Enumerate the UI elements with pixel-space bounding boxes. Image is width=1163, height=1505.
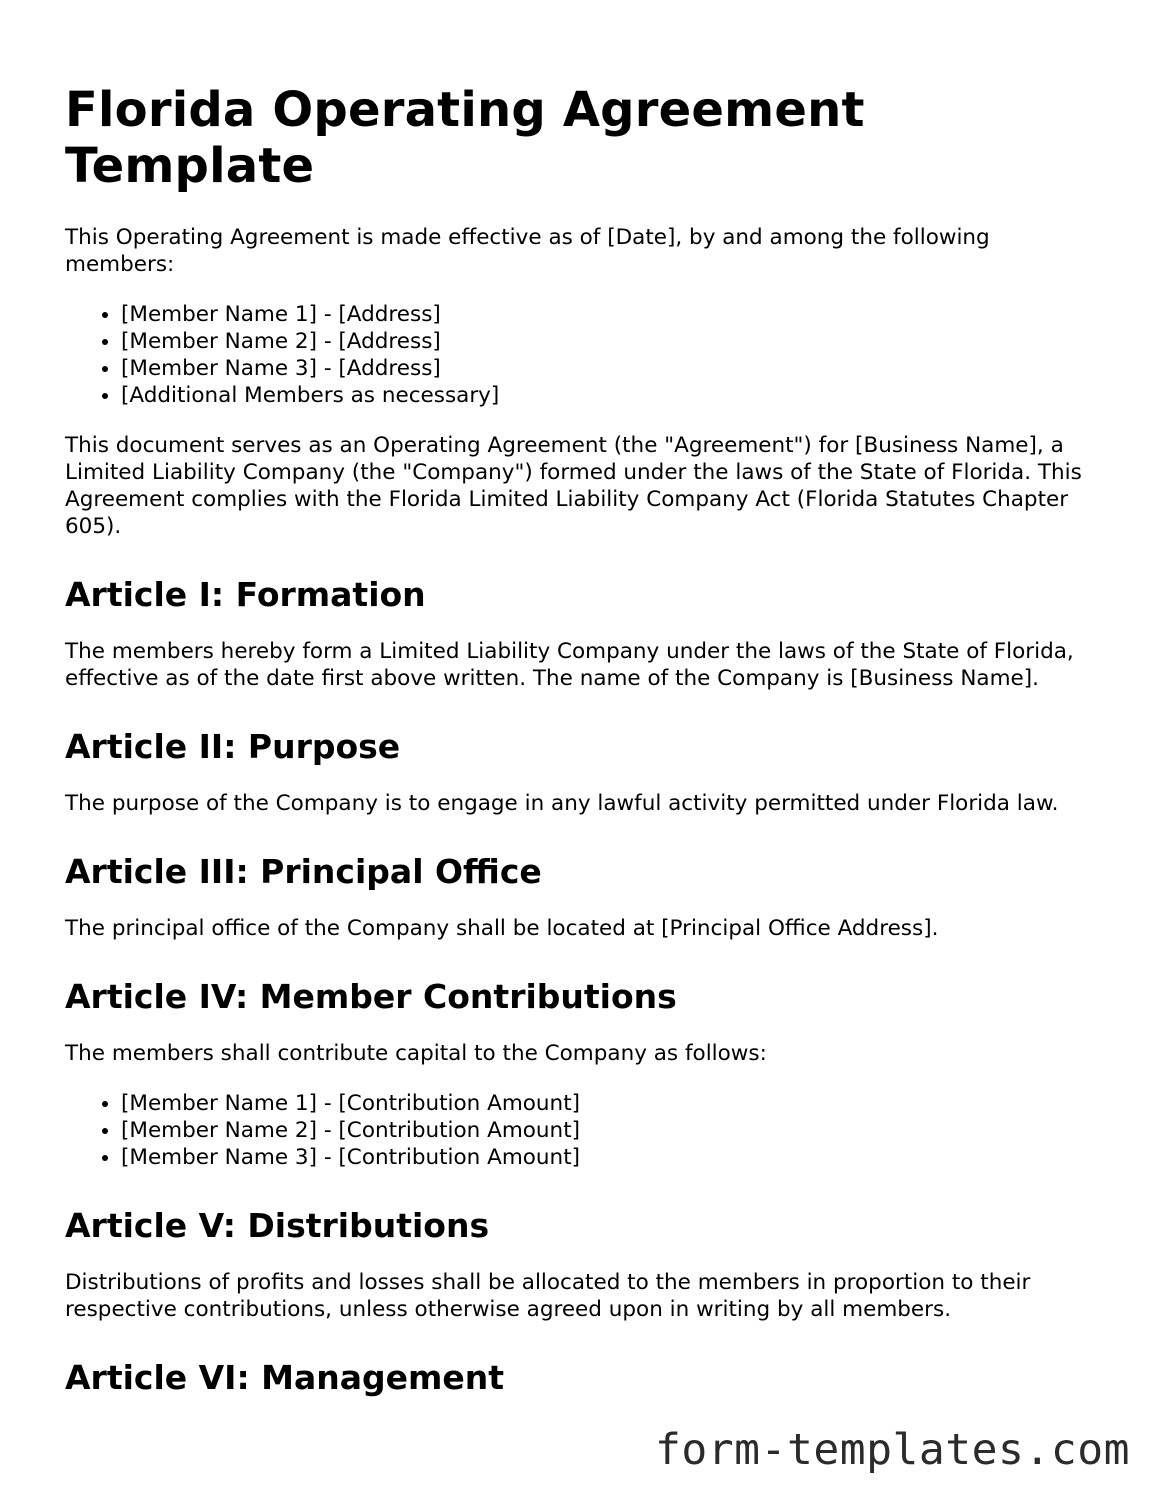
article-1-heading: Article I: Formation bbox=[65, 575, 426, 614]
article-2-heading: Article II: Purpose bbox=[65, 727, 401, 766]
article-4-text: The members shall contribute capital to the Company as follows: bbox=[65, 1041, 767, 1066]
article-5-text: Distributions of profits and losses shall be allocated to the members in proportion to their respective contributions, unless otherwise agreed upon in writing by all members. bbox=[65, 1270, 1031, 1322]
list-item: • [Member Name 2] - [Address] bbox=[121, 328, 1105, 355]
article-1-text: The members hereby form a Limited Liability Company under the laws of the State of Florida, effective as of the date first above written. The name of the Company is [Business Name]. bbox=[65, 639, 1074, 691]
watermark: form-templates.com bbox=[655, 1425, 1130, 1475]
list-item: • [Additional Members as necessary] bbox=[121, 382, 1105, 409]
article-6-heading: Article VI: Management bbox=[65, 1358, 505, 1397]
article-5-heading: Article V: Distributions bbox=[65, 1206, 490, 1245]
article-3-text: The principal office of the Company shall be located at [Principal Office Address]. bbox=[65, 916, 939, 941]
members-list bbox=[65, 301, 1105, 409]
intro-effective-paragraph: This Operating Agreement is made effective as of [Date], by and among the following members: bbox=[65, 225, 990, 277]
list-item: • [Member Name 1] - [Address] bbox=[121, 301, 1105, 328]
document-title: Florida Operating Agreement Template bbox=[65, 82, 865, 194]
list-item: • [Member Name 3] - [Contribution Amount] bbox=[121, 1144, 1105, 1171]
article-2-text: The purpose of the Company is to engage in any lawful activity permitted under Florida law. bbox=[65, 791, 1059, 816]
contributions-list bbox=[65, 1090, 1105, 1171]
document-page bbox=[65, 0, 1105, 1398]
article-4-heading: Article IV: Member Contributions bbox=[65, 977, 677, 1016]
list-item: • [Member Name 1] - [Contribution Amount] bbox=[121, 1090, 1105, 1117]
intro-purpose-paragraph: This document serves as an Operating Agreement (the "Agreement") for [Business Name], a Limited Liability Company (the "Company") formed under the laws of the State of Florida. This Agreement complies with the Florida Limited Liability Company Act (Florida Statutes Chapter 605). bbox=[65, 433, 1082, 539]
article-3-heading: Article III: Principal Office bbox=[65, 852, 542, 891]
list-item: • [Member Name 3] - [Address] bbox=[121, 355, 1105, 382]
list-item: • [Member Name 2] - [Contribution Amount] bbox=[121, 1117, 1105, 1144]
